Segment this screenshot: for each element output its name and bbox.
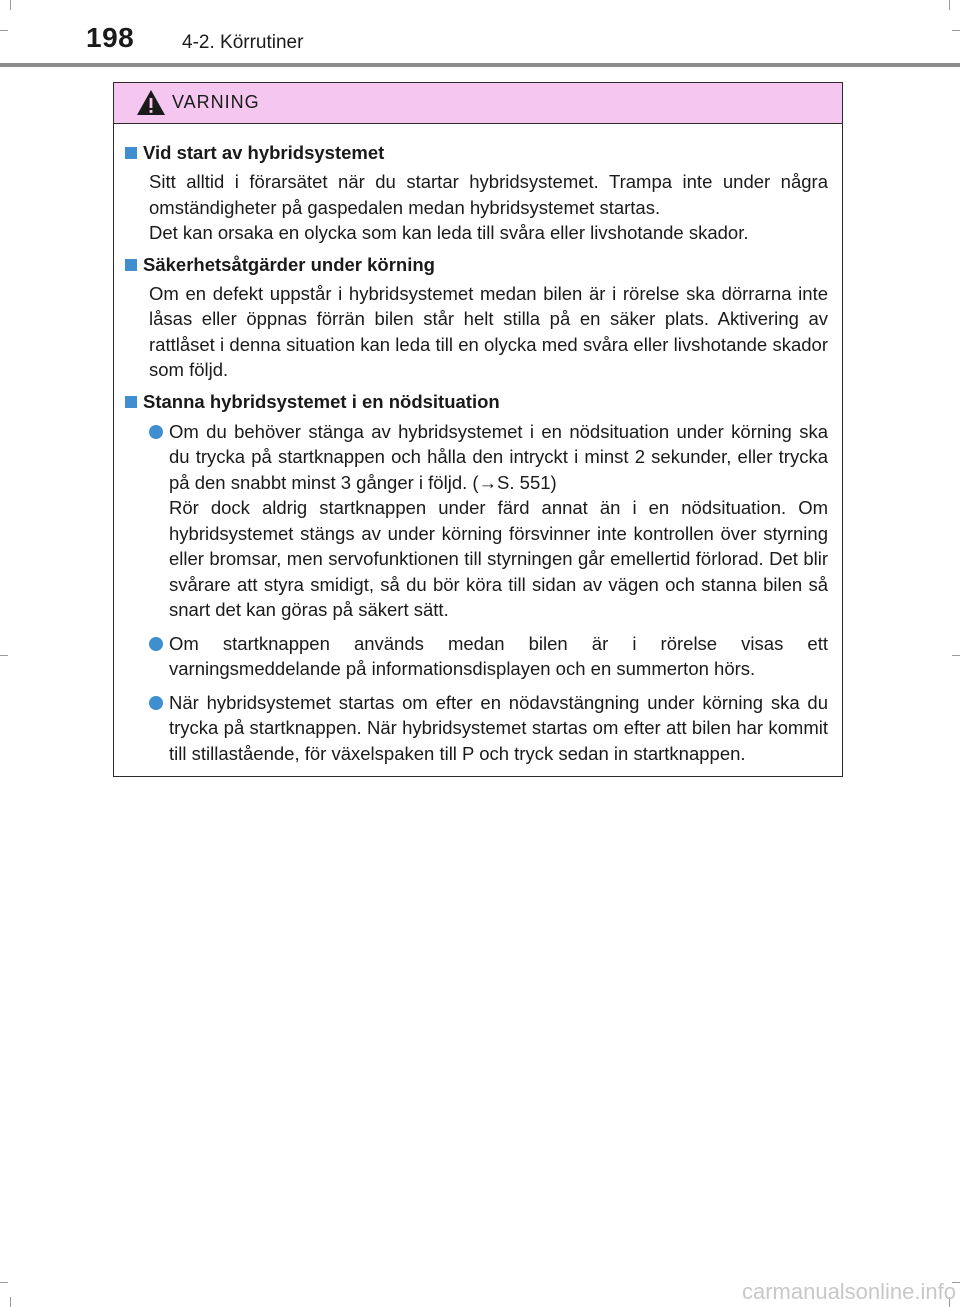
- section-heading: [125, 140, 828, 166]
- section-title: 4-2. Körrutiner: [182, 32, 304, 53]
- paragraph-line: Det kan orsaka en olycka som kan leda till svåra eller livshotande skador.: [149, 222, 749, 243]
- section-heading-text: Säkerhetsåtgärder under körning: [143, 253, 435, 275]
- crop-mark: [0, 655, 8, 656]
- crop-mark: [952, 30, 960, 31]
- bullet-line: När hybridsystemet startas om efter en nödavstängning under körning ska du trycka på startknappen. När hybridsystemet startas om efter att bilen har kommit till stillastående, för växelspaken till P och tryck sedan in startknappen.: [169, 691, 828, 764]
- bullet-line: Rör dock aldrig startknappen under färd annat än i en nödsituation. Om hybridsystemet stängs av under körning försvinner inte kontrollen över styrning eller bromsar, men servofunktionen till styrningen går emellertid förlorad. Det blir svårare att styra smidigt, så du bör köra till sidan av vägen och stanna bilen så snart det kan göras på säkert sätt.: [169, 497, 828, 620]
- bullet-item: [149, 690, 828, 767]
- warning-box: [113, 82, 843, 777]
- crop-mark: [952, 655, 960, 656]
- section-heading-text: Stanna hybridsystemet i en nödsituation: [143, 390, 500, 412]
- warning-section: [125, 252, 828, 383]
- section-heading: [125, 389, 828, 415]
- crop-mark: [0, 30, 8, 31]
- square-bullet-icon: [125, 396, 137, 408]
- crop-mark: [949, 0, 950, 10]
- paragraph: [149, 169, 828, 246]
- warning-section: [125, 140, 828, 246]
- section-heading: [125, 252, 828, 278]
- warning-header: [114, 83, 842, 124]
- crop-mark: [10, 1297, 11, 1307]
- bullet-line: Om du behöver stänga av hybridsystemet i en nödsituation under körning ska du trycka på startknappen och hålla den intryckt i minst 2 sekunder, eller trycka på den snabbt minst 3 gånger i följd. (→S. 551): [169, 420, 828, 493]
- bullet-item: [149, 419, 828, 623]
- section-heading-text: Vid start av hybridsystemet: [143, 142, 385, 163]
- warning-body: [114, 124, 842, 766]
- bullet-text: [169, 690, 828, 767]
- crop-mark: [10, 0, 11, 10]
- header-rule: [0, 63, 960, 67]
- paragraph-line: Om en defekt uppstår i hybridsystemet medan bilen är i rörelse ska dörrarna inte låsas eller öppnas förrän bilen står helt stilla på en säker plats. Aktivering av rattlåset i denna situation kan leda till en olycka med svåra eller livshotande skador som följd.: [149, 282, 828, 380]
- bullet-text: [169, 631, 828, 682]
- bullet-text: [169, 419, 828, 623]
- crop-mark: [0, 1282, 8, 1283]
- circle-bullet-icon: [149, 696, 163, 710]
- bullet-line: Om startknappen används medan bilen är i rörelse visas ett varningsmeddelande på informationsdisplayen och en summerton hörs.: [169, 632, 828, 679]
- bullet-item: [149, 631, 828, 682]
- circle-bullet-icon: [149, 425, 163, 439]
- square-bullet-icon: [125, 259, 137, 271]
- paragraph: [149, 281, 828, 383]
- watermark: carmanualsonline.info: [741, 1279, 956, 1304]
- square-bullet-icon: [125, 147, 137, 159]
- warning-label: VARNING: [172, 92, 260, 112]
- warning-triangle-icon: [136, 89, 166, 116]
- paragraph-line: Sitt alltid i förarsätet när du startar hybridsystemet. Trampa inte under några omständigheter på gaspedalen medan hybridsystemet startas.: [149, 171, 828, 218]
- circle-bullet-icon: [149, 637, 163, 651]
- warning-section: [125, 389, 828, 767]
- page-number: 198: [86, 22, 135, 53]
